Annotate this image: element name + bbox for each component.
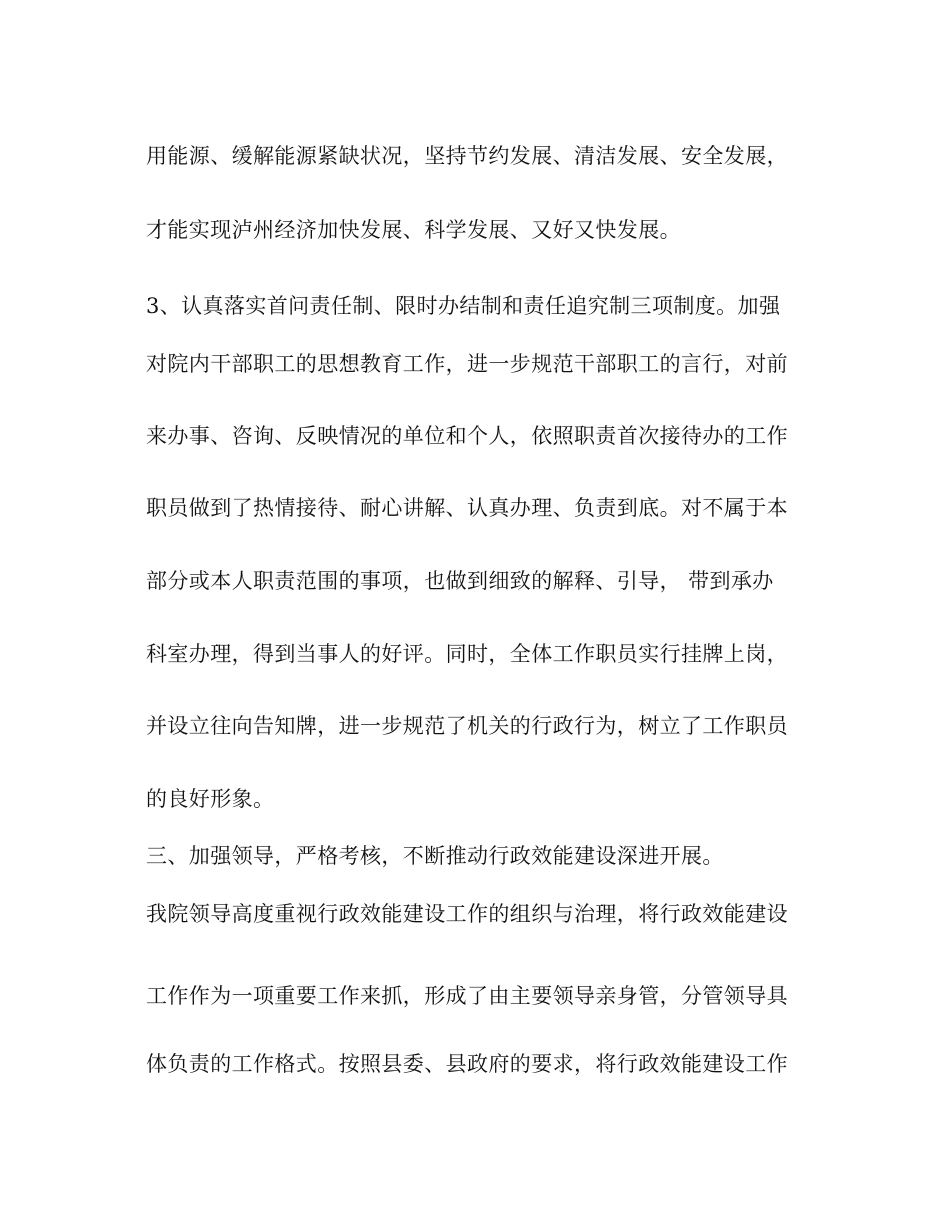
text-line: 职员做到了热情接待、耐心讲解、认真办理、负责到底。对不属于本	[146, 496, 788, 520]
text-line: 来办事、咨询、反映情况的单位和个人，依照职责首次接待办的工作	[146, 424, 788, 448]
section-heading: 三、加强领导，严格考核，不断推动行政效能建设深进开展。	[146, 844, 724, 868]
text-line: 部分或本人职责范围的事项，也做到细致的解释、引导， 带到承办	[146, 569, 774, 593]
text-line: 并设立往向告知牌，进一步规范了机关的行政行为，树立了工作职员	[146, 714, 788, 738]
text-line: 科室办理，得到当事人的好评。同时，全体工作职员实行挂牌上岗，	[146, 642, 788, 666]
text-line: 用能源、缓解能源紧缺状况，坚持节约发展、清洁发展、安全发展，	[146, 144, 788, 168]
text-line: 我院领导高度重视行政效能建设工作的组织与治理，将行政效能建设	[146, 902, 788, 926]
text-line: 体负责的工作格式。按照县委、县政府的要求，将行政效能建设工作	[146, 1052, 788, 1076]
text-line: 3、认真落实首问责任制、限时办结制和责任追究制三项制度。加强	[146, 294, 781, 318]
text-line: 对院内干部职工的思想教育工作，进一步规范干部职工的言行，对前	[146, 352, 788, 376]
text-line: 工作作为一项重要工作来抓，形成了由主要领导亲身管，分管领导具	[146, 984, 788, 1008]
text-line: 才能实现泸州经济加快发展、科学发展、又好又快发展。	[146, 218, 681, 242]
text-line: 的良好形象。	[146, 787, 275, 811]
